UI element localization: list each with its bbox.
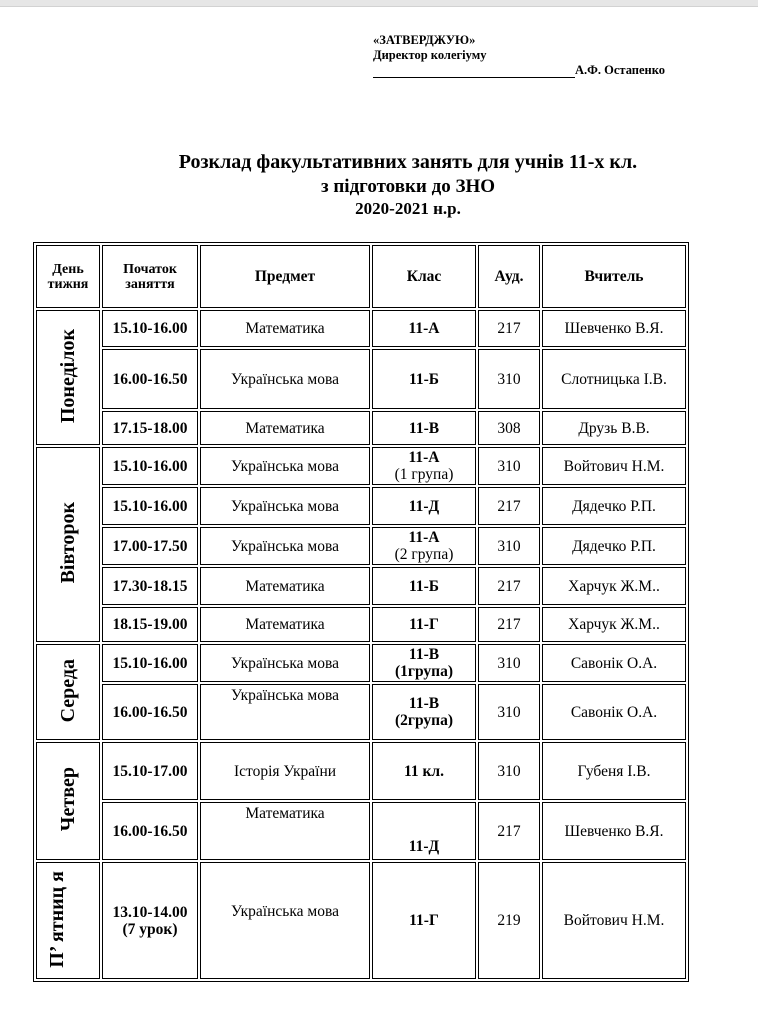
cell-time: 15.10-16.00	[102, 310, 198, 347]
cell-class: 11-Б	[372, 349, 476, 409]
cell-room: 217	[478, 487, 540, 525]
table-header-row	[36, 245, 686, 308]
cell-class: 11-Д	[372, 802, 476, 860]
header-teacher: Вчитель	[542, 245, 686, 308]
cell-time: 17.30-18.15	[102, 567, 198, 605]
cell-teacher: Дядечко Р.П.	[542, 527, 686, 565]
header-start: Початок заняття	[102, 245, 198, 308]
table-row	[36, 447, 686, 485]
header-day: День тижня	[36, 245, 100, 308]
cell-class: 11-В	[372, 411, 476, 445]
table-row	[36, 684, 686, 740]
cell-room: 217	[478, 567, 540, 605]
cell-room: 310	[478, 684, 540, 740]
cell-teacher: Слотницька І.В.	[542, 349, 686, 409]
cell-teacher: Дядечко Р.П.	[542, 487, 686, 525]
cell-teacher: Харчук Ж.М..	[542, 607, 686, 642]
cell-room: 217	[478, 802, 540, 860]
cell-class: 11-А	[372, 310, 476, 347]
cell-room: 219	[478, 862, 540, 979]
cell-class: 11-Г	[372, 862, 476, 979]
approval-position: Директор колегіуму	[373, 48, 487, 62]
cell-subject: Українська мова	[200, 862, 370, 979]
cell-time: 16.00-16.50	[102, 349, 198, 409]
table-row	[36, 862, 686, 979]
signature-underline	[373, 64, 575, 78]
cell-subject: Математика	[200, 567, 370, 605]
cell-teacher: Харчук Ж.М..	[542, 567, 686, 605]
cell-teacher: Губеня І.В.	[542, 742, 686, 800]
top-border	[0, 0, 758, 7]
table-row	[36, 411, 686, 445]
cell-time: 17.15-18.00	[102, 411, 198, 445]
title-line-1: Розклад факультативних занять для учнів 11-х кл.	[178, 151, 638, 173]
cell-time: 16.00-16.50	[102, 802, 198, 860]
cell-subject: Українська мова	[200, 684, 370, 740]
title-line-3: 2020-2021 н.р.	[355, 199, 461, 218]
cell-teacher: Войтович Н.М.	[542, 447, 686, 485]
document-title	[0, 150, 758, 219]
schedule-table	[33, 242, 689, 982]
cell-room: 310	[478, 644, 540, 682]
cell-teacher: Друзь В.В.	[542, 411, 686, 445]
cell-subject: Українська мова	[200, 447, 370, 485]
cell-teacher: Войтович Н.М.	[542, 862, 686, 979]
cell-subject: Українська мова	[200, 349, 370, 409]
cell-subject: Українська мова	[200, 527, 370, 565]
day-friday: П’ ятниц я	[36, 862, 100, 979]
cell-time: 18.15-19.00	[102, 607, 198, 642]
cell-class: 11-А (2 група)	[372, 527, 476, 565]
cell-class: 11-Г	[372, 607, 476, 642]
cell-subject: Історія України	[200, 742, 370, 800]
cell-time: 15.10-16.00	[102, 447, 198, 485]
approval-signature-name: А.Ф. Остапенко	[575, 63, 666, 77]
cell-subject: Українська мова	[200, 487, 370, 525]
cell-time: 15.10-16.00	[102, 487, 198, 525]
table-row	[36, 644, 686, 682]
cell-class: 11-Д	[372, 487, 476, 525]
header-class: Клас	[372, 245, 476, 308]
table-row	[36, 349, 686, 409]
approval-block	[373, 33, 665, 78]
day-tuesday: Вівторок	[36, 447, 100, 642]
header-subject: Предмет	[200, 245, 370, 308]
header-room: Ауд.	[478, 245, 540, 308]
schedule-table-wrapper	[33, 242, 689, 982]
cell-class: 11-Б	[372, 567, 476, 605]
title-line-2: з підготовки до ЗНО	[320, 176, 496, 197]
cell-room: 217	[478, 310, 540, 347]
cell-class: 11-В (1група)	[372, 644, 476, 682]
table-row	[36, 310, 686, 347]
approval-signature-line	[373, 63, 665, 78]
cell-teacher: Савонік О.А.	[542, 684, 686, 740]
table-row	[36, 607, 686, 642]
cell-room: 310	[478, 742, 540, 800]
cell-class: 11-А (1 група)	[372, 447, 476, 485]
day-monday: Понеділок	[36, 310, 100, 445]
table-row	[36, 527, 686, 565]
table-row	[36, 742, 686, 800]
cell-class: 11 кл.	[372, 742, 476, 800]
cell-time: 17.00-17.50	[102, 527, 198, 565]
table-row	[36, 487, 686, 525]
cell-room: 310	[478, 447, 540, 485]
cell-teacher: Савонік О.А.	[542, 644, 686, 682]
cell-room: 310	[478, 349, 540, 409]
cell-class: 11-В (2група)	[372, 684, 476, 740]
cell-subject: Математика	[200, 607, 370, 642]
cell-room: 217	[478, 607, 540, 642]
cell-time: 13.10-14.00 (7 урок)	[102, 862, 198, 979]
cell-teacher: Шевченко В.Я.	[542, 310, 686, 347]
cell-time: 15.10-17.00	[102, 742, 198, 800]
cell-subject: Математика	[200, 411, 370, 445]
approval-heading: «ЗАТВЕРДЖУЮ»	[373, 33, 476, 47]
table-row	[36, 567, 686, 605]
cell-time: 16.00-16.50	[102, 684, 198, 740]
cell-subject: Математика	[200, 310, 370, 347]
day-wednesday: Середа	[36, 644, 100, 740]
cell-room: 310	[478, 527, 540, 565]
cell-subject: Математика	[200, 802, 370, 860]
cell-room: 308	[478, 411, 540, 445]
cell-subject: Українська мова	[200, 644, 370, 682]
day-thursday: Четвер	[36, 742, 100, 860]
cell-time: 15.10-16.00	[102, 644, 198, 682]
table-row	[36, 802, 686, 860]
cell-teacher: Шевченко В.Я.	[542, 802, 686, 860]
